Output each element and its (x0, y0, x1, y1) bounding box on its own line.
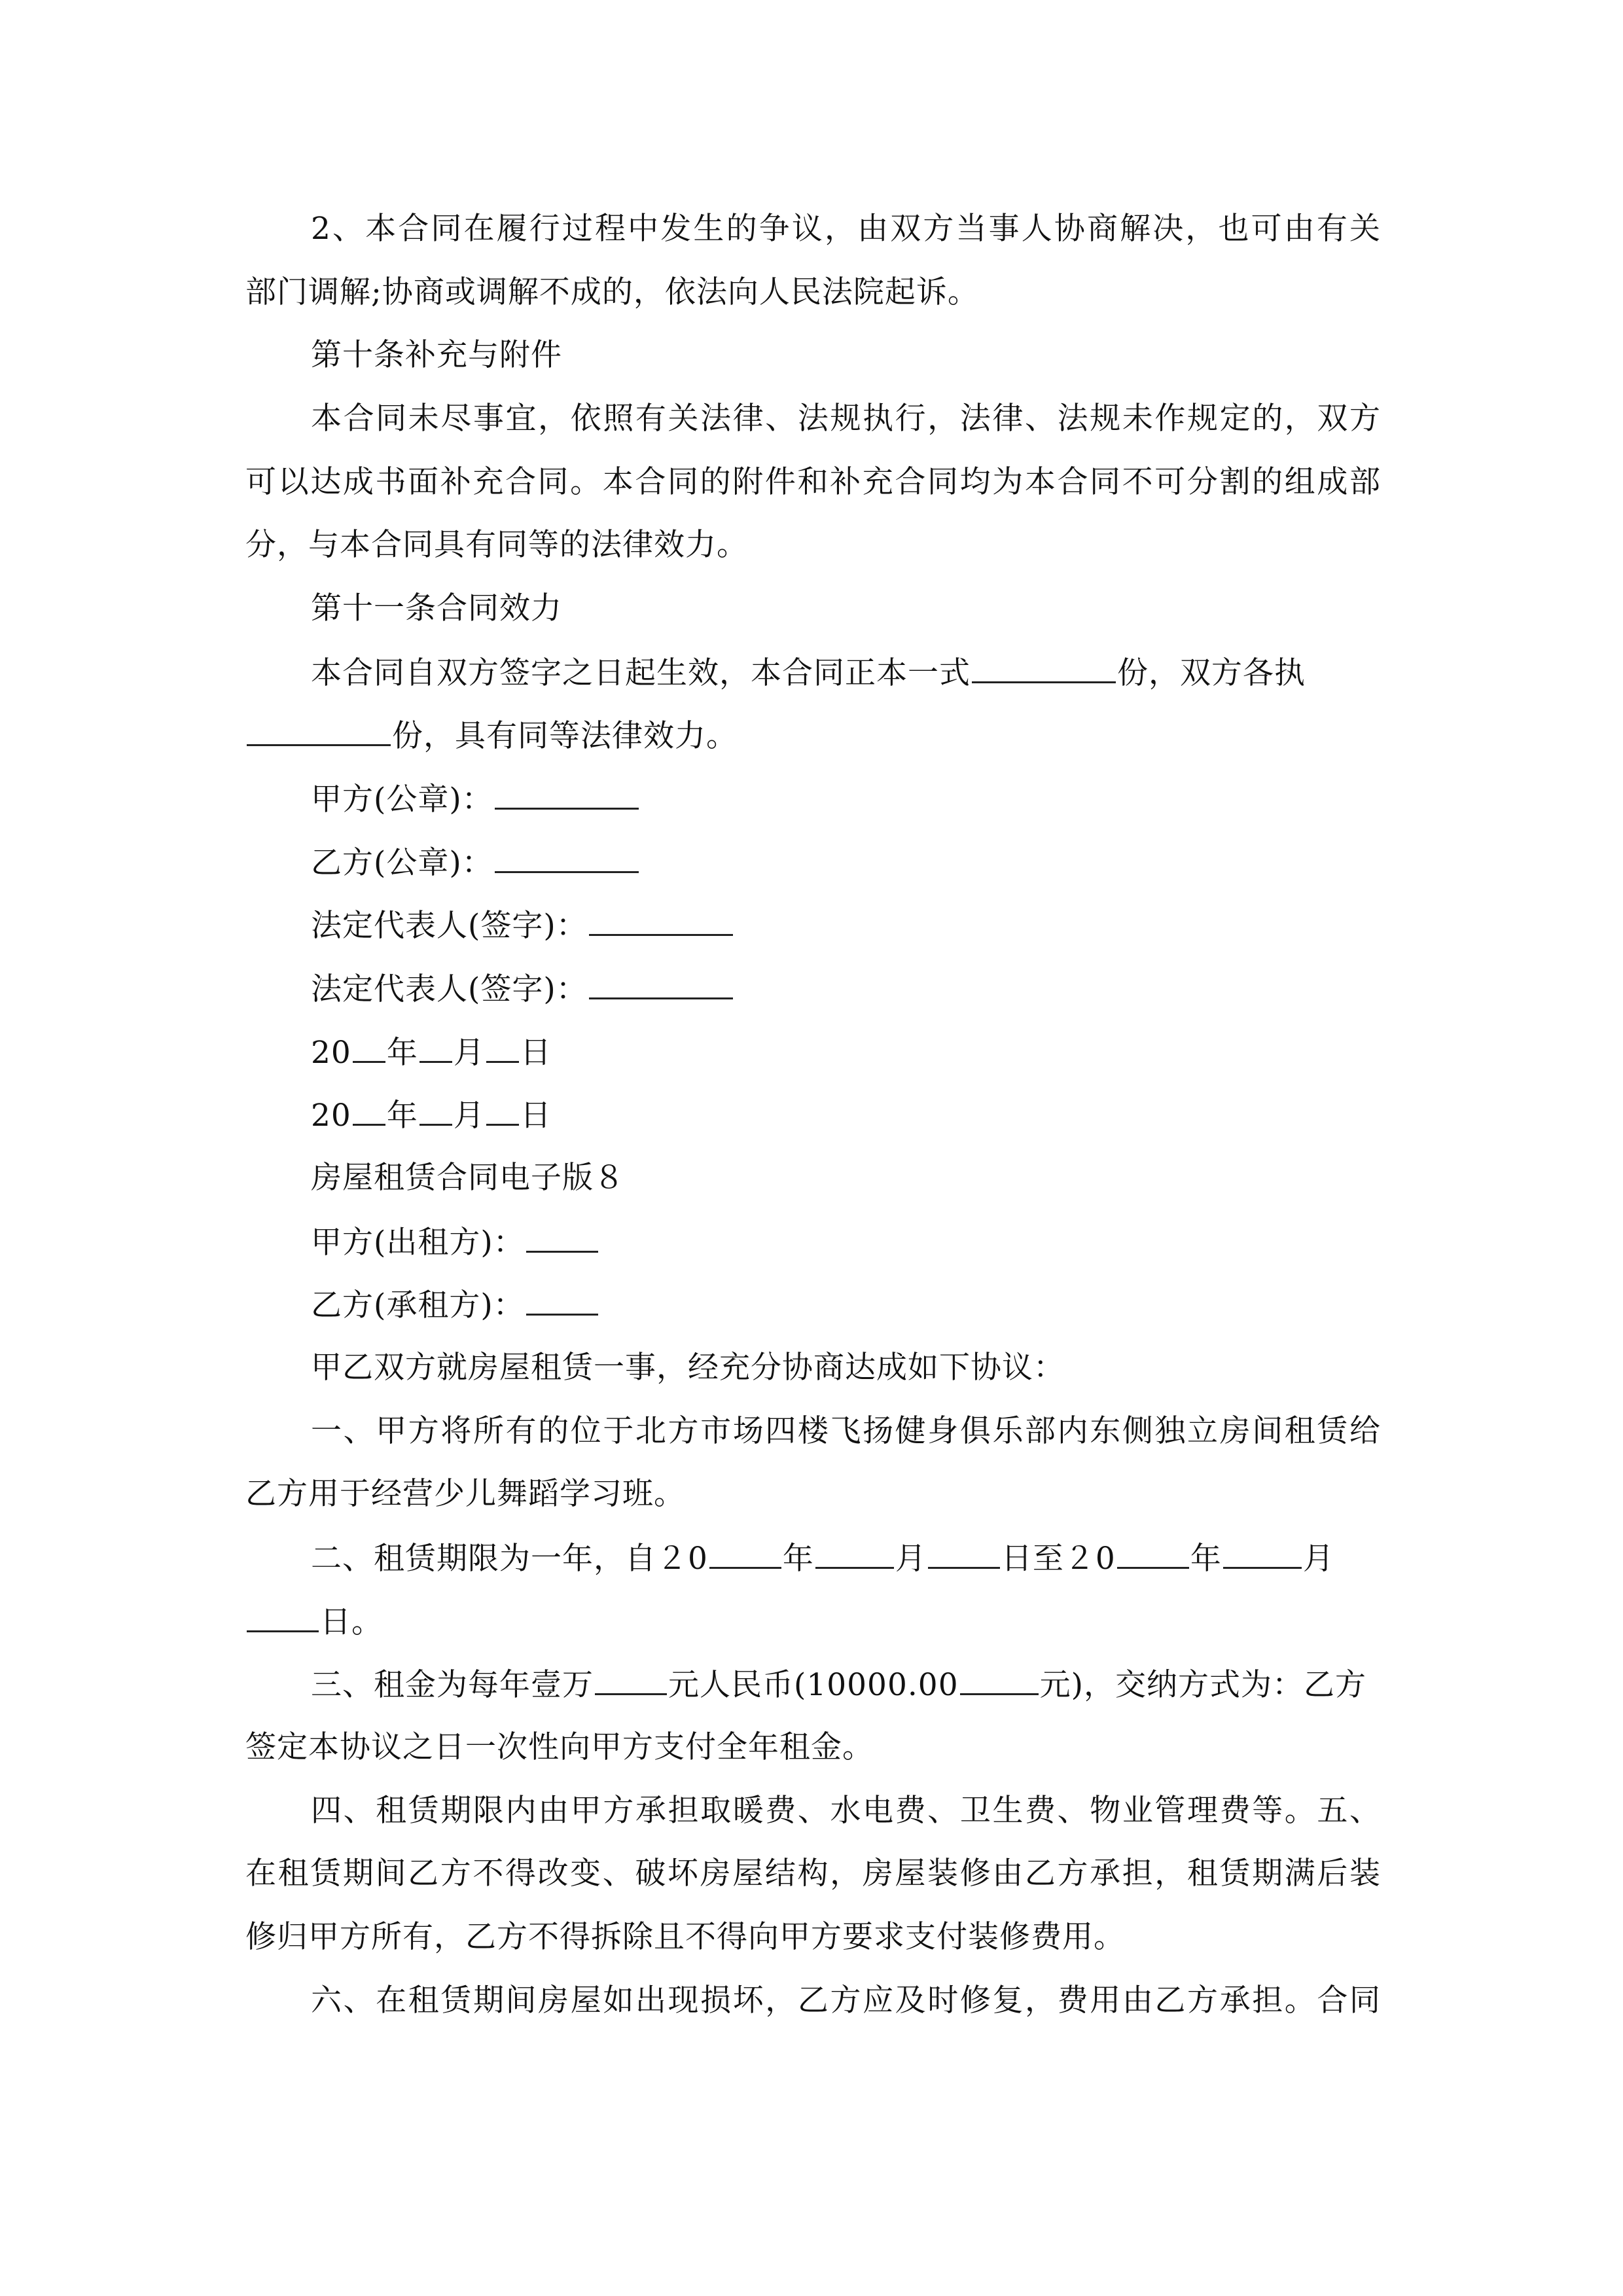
paragraph-line: 甲乙双方就房屋租赁一事，经充分协商达成如下协议： (311, 1350, 1065, 1386)
copies-each-blank[interactable] (247, 715, 391, 746)
lessee-blank[interactable] (526, 1285, 598, 1316)
year-blank[interactable] (353, 1095, 385, 1126)
section-heading: 第十一条合同效力 (311, 590, 562, 626)
section-heading: 第十条补充与附件 (311, 337, 562, 373)
paragraph-line (311, 653, 1446, 693)
year-blank[interactable] (353, 1032, 385, 1063)
party-b-seal-blank[interactable] (495, 842, 639, 873)
day-blank[interactable] (486, 1032, 519, 1063)
paragraph-line: 部门调解;协商或调解不成的，依法向人民法院起诉。 (245, 274, 979, 310)
text-segment: 月 (895, 1541, 927, 1577)
end-year-blank[interactable] (1117, 1538, 1189, 1569)
signature-line (311, 969, 1446, 1009)
party-line (311, 1285, 1446, 1325)
text-segment: 本合同自双方签字之日起生效，本合同正本一式 (311, 655, 971, 691)
text-segment: 元人民币(10000.00 (668, 1667, 959, 1703)
rent-figure-blank[interactable] (960, 1664, 1039, 1695)
paragraph-line: 六、在租赁期间房屋如出现损坏，乙方应及时修复，费用由乙方承担。合同 (311, 1982, 1381, 2018)
paragraph-line (245, 715, 1381, 756)
date-line (311, 1095, 1446, 1136)
text-segment: 年 (1190, 1541, 1222, 1577)
date-prefix: 20 (311, 1035, 351, 1071)
party-line (311, 1222, 1446, 1263)
paragraph-line: 分，与本合同具有同等的法律效力。 (245, 527, 748, 563)
copies-blank[interactable] (972, 653, 1116, 683)
day-blank[interactable] (486, 1095, 519, 1126)
start-year-blank[interactable] (709, 1538, 781, 1569)
end-day-blank[interactable] (247, 1602, 319, 1632)
month-blank[interactable] (419, 1095, 452, 1126)
text-segment: 份，具有同等法律效力。 (392, 718, 738, 754)
paragraph-line: 签定本协议之日一次性向甲方支付全年租金。 (245, 1729, 874, 1765)
party-a-seal-label: 甲方(公章)： (311, 781, 493, 817)
signature-line (311, 842, 1446, 883)
day-label: 日 (520, 1035, 552, 1071)
paragraph-line: 本合同未尽事宜，依照有关法律、法规执行，法律、法规未作规定的，双方 (311, 401, 1381, 437)
legal-rep-signature-blank[interactable] (589, 905, 733, 936)
day-label: 日 (520, 1098, 552, 1134)
lessee-label: 乙方(承租方)： (311, 1287, 525, 1323)
month-label: 月 (453, 1035, 485, 1071)
start-day-blank[interactable] (928, 1538, 1000, 1569)
text-segment: 三、租金为每年壹万 (311, 1667, 594, 1703)
year-label: 年 (386, 1035, 418, 1071)
start-month-blank[interactable] (815, 1538, 894, 1569)
end-month-blank[interactable] (1223, 1538, 1302, 1569)
paragraph-line: 在租赁期间乙方不得改变、破坏房屋结构，房屋装修由乙方承担，租赁期满后装 (245, 1856, 1381, 1892)
party-a-seal-blank[interactable] (495, 779, 639, 810)
month-label: 月 (453, 1098, 485, 1134)
month-blank[interactable] (419, 1032, 452, 1063)
lessor-label: 甲方(出租方)： (311, 1225, 525, 1261)
legal-rep-label: 法定代表人(签字)： (311, 908, 588, 944)
lease-term-line (245, 1602, 1381, 1642)
text-segment: 日至２0 (1001, 1541, 1116, 1577)
paragraph-line: 乙方用于经营少儿舞蹈学习班。 (245, 1476, 685, 1512)
rent-amount-blank[interactable] (595, 1664, 667, 1695)
legal-rep-label: 法定代表人(签字)： (311, 971, 588, 1007)
party-b-seal-label: 乙方(公章)： (311, 845, 493, 881)
paragraph-line: 修归甲方所有，乙方不得拆除且不得向甲方要求支付装修费用。 (245, 1919, 1125, 1955)
date-line (311, 1032, 1446, 1073)
lease-term-line (311, 1538, 1446, 1579)
paragraph-line: 可以达成书面补充合同。本合同的附件和补充合同均为本合同不可分割的组成部 (245, 464, 1381, 500)
document-title: 房屋租赁合同电子版８ (311, 1160, 625, 1196)
paragraph-line: 2、本合同在履行过程中发生的争议，由双方当事人协商解决，也可由有关 (311, 211, 1381, 247)
text-segment: 元)，交纳方式为：乙方 (1039, 1667, 1366, 1703)
paragraph-line: 四、租赁期限内由甲方承担取暖费、水电费、卫生费、物业管理费等。五、 (311, 1793, 1381, 1829)
year-label: 年 (386, 1098, 418, 1134)
signature-line (311, 779, 1446, 819)
signature-line (311, 905, 1446, 946)
text-segment: 份，双方各执 (1117, 655, 1306, 691)
text-segment: 月 (1302, 1541, 1334, 1577)
paragraph-line: 一、甲方将所有的位于北方市场四楼飞扬健身俱乐部内东侧独立房间租赁给 (311, 1413, 1381, 1449)
lessor-blank[interactable] (526, 1222, 598, 1253)
text-segment: 二、租赁期限为一年，自２0 (311, 1541, 708, 1577)
date-prefix: 20 (311, 1098, 351, 1134)
text-segment: 年 (782, 1541, 814, 1577)
legal-rep-signature-blank[interactable] (589, 969, 733, 999)
text-segment: 日。 (320, 1604, 383, 1640)
rent-line (311, 1664, 1446, 1705)
